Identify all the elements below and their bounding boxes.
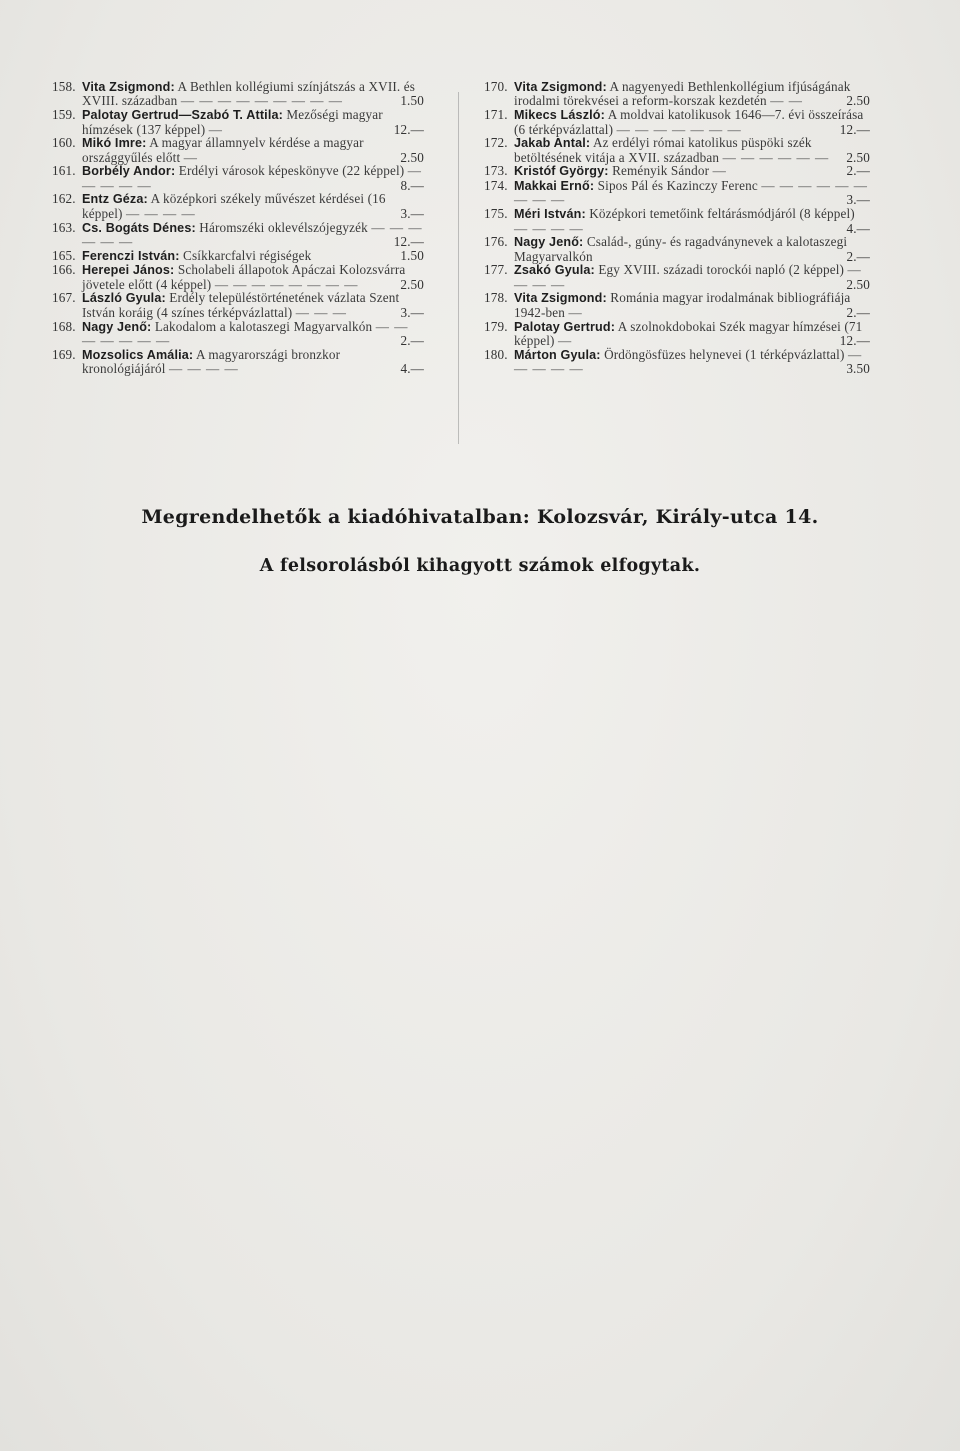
entry-author: Borbély Andor:: [82, 164, 176, 179]
entry-author: Vita Zsigmond:: [514, 291, 607, 306]
list-item: 173. Kristóf György: Reményik Sándor — 2.—: [484, 163, 870, 179]
entry-price: 12.—: [839, 332, 870, 348]
entry-price: 3.—: [400, 304, 424, 320]
list-item: 180. Márton Gyula: Ördöngösfüzes helynevei (1 térképvázlattal) — — — — — 3.50: [484, 346, 870, 377]
list-item: 174. Makkai Ernő: Sipos Pál és Kazinczy Ferenc — — — — — — — — — 3.—: [484, 178, 870, 208]
entry-author: Méri István:: [514, 207, 586, 222]
entry-title: A nagyenyedi Bethlenkollégium ifjúságának irodalmi törekvései a reform-korszak kezdetén: [514, 79, 851, 109]
entry-price: 3.—: [846, 192, 870, 208]
entry-title: A magyarországi bronzkor kronológiájáról: [82, 346, 341, 377]
entry-number: 173.: [484, 163, 508, 179]
list-item: 170. Vita Zsigmond: A nagyenyedi Bethlenkollégium ifjúságának irodalmi törekvései a reform-korszak kezdetén — — 2.50: [484, 79, 870, 109]
entry-title: A középkori székely művészet kérdései (16 képpel): [82, 191, 386, 221]
entry-title: Család-, gúny- és ragadványnevek a kalotaszegi Magyarvalkón: [514, 234, 848, 264]
entry-number: 169.: [52, 346, 76, 362]
list-item: 162. Entz Géza: A középkori székely művészet kérdései (16 képpel) — — — — 3.—: [52, 191, 424, 221]
list-item: 161. Borbély Andor: Erdélyi városok képeskönyve (22 képpel) — — — — — 8.—: [52, 163, 424, 193]
entry-number: 159.: [52, 107, 76, 123]
entry-price: 12.—: [393, 233, 424, 249]
entry-author: Entz Géza:: [82, 192, 148, 207]
entry-price: 2.50: [846, 93, 870, 109]
entry-price: 2.—: [846, 163, 870, 179]
entry-author: Mikó Imre:: [82, 136, 147, 151]
entry-title: A szolnokdobokai Szék magyar hímzései (71 képpel): [514, 318, 863, 348]
entry-number: 170.: [484, 79, 508, 94]
entry-price: 4.—: [400, 361, 424, 377]
entry-title: Középkori temetőink feltárásmódjáról (8 képpel): [589, 206, 855, 222]
entry-price: 2.—: [400, 332, 424, 348]
entry-author: Márton Gyula:: [514, 347, 601, 362]
entry-title: Scholabeli állapotok Apáczai Kolozsvárra jövetele előtt (4 képpel): [82, 262, 406, 292]
entry-price: 2.50: [846, 276, 870, 292]
list-item: 177. Zsakó Gyula: Egy XVIII. századi torockói napló (2 képpel) — — — — 2.50: [484, 262, 870, 292]
entry-price: 2.50: [846, 149, 870, 165]
entry-title: Egy XVIII. századi torockói napló (2 képpel): [598, 262, 845, 278]
entry-author: Ferenczi István:: [82, 248, 180, 263]
list-item: [484, 235, 870, 263]
list-item: 158. Vita Zsigmond: A Bethlen kollégiumi színjátszás a XVII. és XVIII. században — — — — — — — — — 1.50: [52, 79, 424, 109]
entry-author: Palotay Gertrud:: [514, 319, 616, 334]
entry-title: Románia magyar irodalmának bibliográfiája 1942-ben: [514, 290, 851, 320]
entry-number: 160.: [52, 135, 76, 151]
list-item: 172. Jakab Antal: Az erdélyi római katolikus püspöki szék betöltésének vitája a XVII. században — — — — — — 2.50: [484, 135, 870, 165]
entry-number: 174.: [484, 178, 508, 194]
entry-price: 4.—: [846, 220, 870, 236]
list-item: 160. Mikó Imre: A magyar államnyelv kérdése a magyar országgyűlés előtt — 2.50: [52, 135, 424, 165]
entry-number: 167.: [52, 290, 76, 306]
entry-author: László Gyula:: [82, 291, 166, 306]
entry-title: A Bethlen kollégiumi színjátszás a XVII. és XVIII. században: [82, 79, 416, 109]
entry-title: Reményik Sándor: [612, 163, 710, 179]
entry-price: 3.50: [846, 361, 870, 377]
list-item: 169. Mozsolics Amália: A magyarországi bronzkor kronológiájáról — — — — 4.—: [52, 346, 424, 377]
entry-author: Palotay Gertrud—Szabó T. Attila:: [82, 108, 283, 123]
entry-price: 1.50: [400, 247, 424, 263]
entry-author: Kristóf György:: [514, 164, 609, 179]
entry-author: Nagy Jenő:: [82, 319, 152, 334]
list-item: 163. Cs. Bogáts Dénes: Háromszéki oklevélszójegyzék — — — — — — 12.—: [52, 219, 424, 249]
entry-author: Mikecs László:: [514, 108, 605, 123]
list-item: 179. Palotay Gertrud: A szolnokdobokai Szék magyar hímzései (71 képpel) — 12.—: [484, 318, 870, 348]
entry-number: 176.: [484, 234, 508, 250]
entry-author: Herepei János:: [82, 263, 175, 278]
list-item: 168. Nagy Jenő: Lakodalom a kalotaszegi Magyarvalkón — — — — — — — 2.—: [52, 318, 424, 348]
entry-price: 3.—: [400, 205, 424, 221]
entry-number: 175.: [484, 206, 508, 222]
column-divider: [458, 92, 459, 444]
list-item: [52, 249, 424, 263]
entry-number: 166.: [52, 262, 76, 278]
entry-price: 8.—: [400, 177, 424, 193]
entry-price: 1.50: [400, 93, 424, 109]
list-item: 166. Herepei János: Scholabeli állapotok Apáczai Kolozsvárra jövetele előtt (4 képpel) — — — — — — — — 2.50: [52, 262, 424, 292]
entry-author: Nagy Jenő:: [514, 235, 584, 250]
entry-price: 2.—: [846, 304, 870, 320]
entry-title: Az erdélyi római katolikus püspöki szék betöltésének vitája a XVII. században: [514, 135, 812, 165]
entry-number: 162.: [52, 191, 76, 207]
entry-title: A moldvai katolikusok 1646—7. évi összeírása (6 térképvázlattal): [514, 107, 864, 137]
entry-number: 172.: [484, 135, 508, 151]
entry-number: 178.: [484, 290, 508, 306]
entry-author: Mozsolics Amália:: [82, 347, 194, 362]
entry-author: Jakab Antal:: [514, 136, 591, 151]
entry-number: 168.: [52, 318, 76, 334]
order-notice: Megrendelhetők a kiadóhivatalban: Kolozsvár, Király-utca 14.: [141, 506, 819, 528]
left-column: [52, 80, 424, 376]
entry-title: Csíkkarcfalvi régiségek: [183, 247, 312, 263]
entry-author: Cs. Bogáts Dénes:: [82, 220, 196, 235]
entry-title: Sipos Pál és Kazinczy Ferenc: [597, 178, 758, 194]
list-item: 159. Palotay Gertrud—Szabó T. Attila: Mezőségi magyar hímzések (137 képpel) — 12.—: [52, 107, 424, 137]
entry-price: 2.50: [400, 276, 424, 292]
list-item: 178. Vita Zsigmond: Románia magyar irodalmának bibliográfiája 1942-ben — 2.—: [484, 290, 870, 320]
entry-number: 163.: [52, 219, 76, 235]
list-item: 171. Mikecs László: A moldvai katolikusok 1646—7. évi összeírása (6 térképvázlattal) — — — — — — — 12.—: [484, 107, 870, 137]
entry-author: Vita Zsigmond:: [82, 80, 175, 94]
list-item: 167. László Gyula: Erdély településtörténetének vázlata Szent István koráig (4 színes térképvázlattal) — — — 3.—: [52, 290, 424, 320]
list-item: 175. Méri István: Középkori temetőink feltárásmódjáról (8 képpel) — — — — 4.—: [484, 206, 870, 236]
entry-title: Ördöngösfüzes helynevei (1 térképvázlattal): [604, 346, 845, 362]
entry-number: 180.: [484, 346, 508, 362]
entry-title: Mezőségi magyar hímzések (137 képpel): [82, 107, 383, 137]
entry-author: Makkai Ernő:: [514, 179, 595, 194]
entry-number: 171.: [484, 107, 508, 123]
entry-title: Erdélyi városok képeskönyve (22 képpel): [178, 163, 405, 179]
entry-title: Lakodalom a kalotaszegi Magyarvalkón: [154, 318, 373, 334]
entry-author: Zsakó Gyula:: [514, 263, 595, 278]
entry-title: Háromszéki oklevélszójegyzék: [199, 219, 368, 235]
entry-price: 2.50: [400, 149, 424, 165]
entry-number: 177.: [484, 262, 508, 278]
entry-price: 2.—: [846, 248, 870, 264]
entry-number: 158.: [52, 79, 76, 94]
entry-title: Erdély településtörténetének vázlata Szent István koráig (4 színes térképvázlattal): [82, 290, 400, 320]
entry-number: 165.: [52, 247, 76, 263]
entry-price: 12.—: [393, 121, 424, 137]
entry-price: 12.—: [839, 121, 870, 137]
entry-author: Vita Zsigmond:: [514, 80, 607, 94]
right-column: [484, 80, 870, 376]
entry-number: 179.: [484, 318, 508, 334]
entry-title: A magyar államnyelv kérdése a magyar országgyűlés előtt: [82, 135, 364, 165]
out-of-print-notice: A felsorolásból kihagyott számok elfogytak.: [259, 556, 701, 576]
entry-number: 161.: [52, 163, 76, 179]
